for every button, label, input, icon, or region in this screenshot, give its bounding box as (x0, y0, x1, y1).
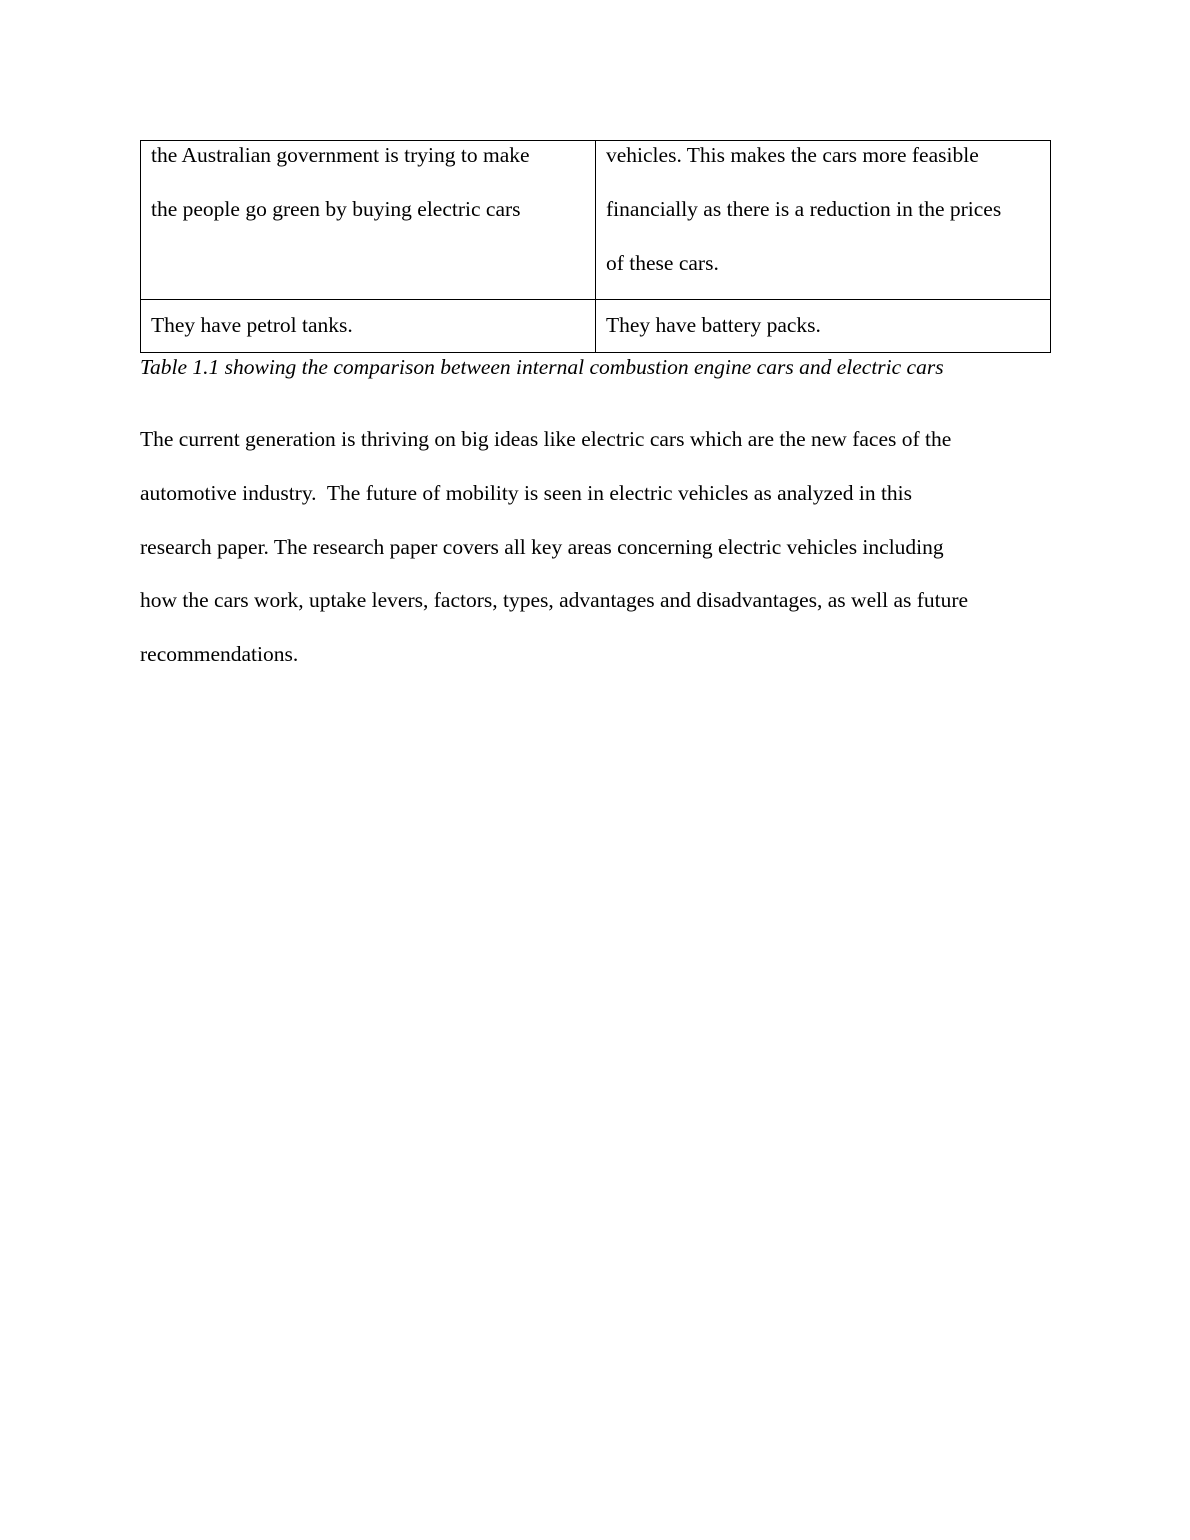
cell-line: They have petrol tanks. (151, 313, 353, 337)
body-paragraph (140, 413, 1050, 682)
paragraph-line: research paper. The research paper covers all key areas concerning electric vehicles including (140, 534, 944, 559)
paragraph-line: automotive industry. The future of mobility is seen in electric vehicles as analyzed in this (140, 480, 913, 505)
cell-line: of these cars. (606, 251, 719, 275)
cell-text (606, 300, 1040, 340)
table-cell-ice (141, 300, 596, 353)
cell-line: the people go green by buying electric cars (151, 197, 521, 221)
paragraph-line: recommendations. (140, 642, 299, 667)
table-cell-ice (141, 141, 596, 300)
table-cell-ev (596, 141, 1051, 300)
comparison-table (140, 140, 1051, 353)
table-row (141, 141, 1051, 300)
cell-line: financially as there is a reduction in the prices (606, 197, 1002, 221)
cell-text (151, 128, 585, 236)
table-row (141, 300, 1051, 353)
paragraph-line: The current generation is thriving on big ideas like electric cars which are the new faces of the (140, 427, 952, 451)
cell-line: They have battery packs. (606, 313, 821, 337)
table-caption: Table 1.1 showing the comparison between internal combustion engine cars and electric cars (140, 355, 944, 379)
cell-line: the Australian government is trying to make (151, 143, 530, 167)
paragraph-line: how the cars work, uptake levers, factors, types, advantages and disadvantages, as well as future (140, 588, 969, 613)
cell-text (606, 128, 1040, 290)
cell-text (151, 300, 585, 340)
table-cell-ev (596, 300, 1051, 353)
cell-line: vehicles. This makes the cars more feasible (606, 143, 979, 167)
